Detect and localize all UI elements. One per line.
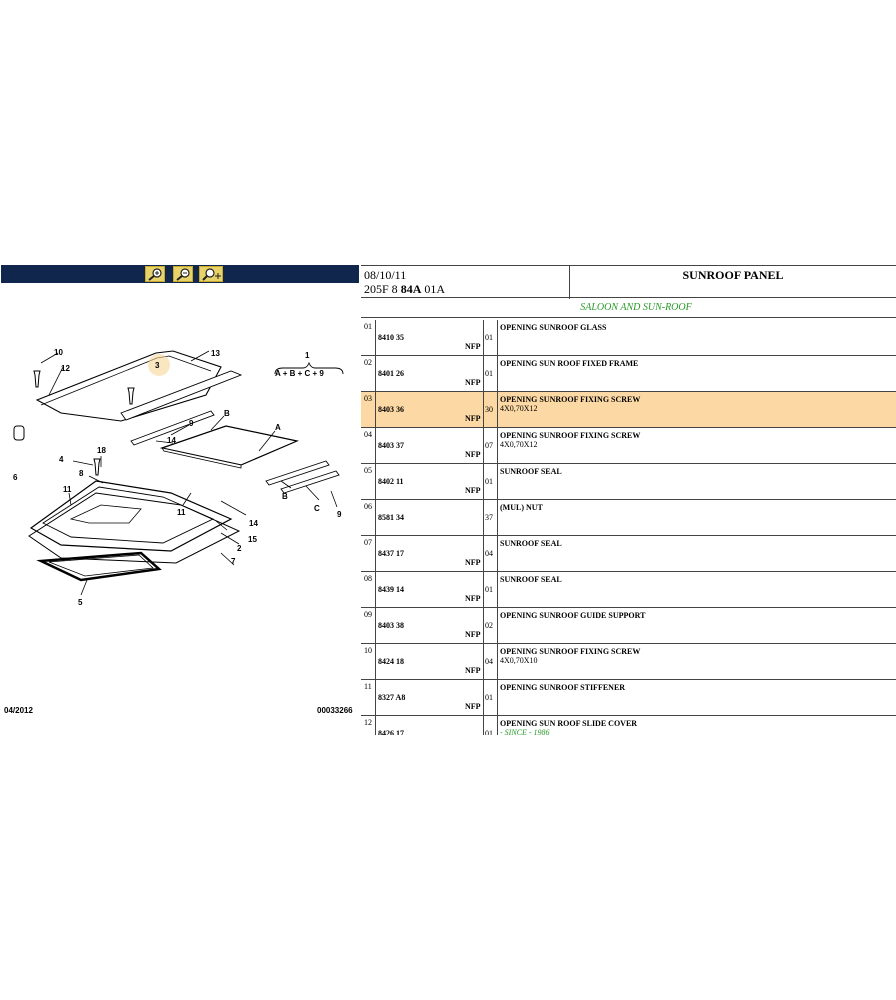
callout: 6: [13, 473, 18, 482]
quantity: 01: [485, 693, 493, 702]
part-description: (MUL) NUT: [500, 503, 543, 512]
part-description: OPENING SUN ROOF SLIDE COVER: [500, 719, 638, 728]
callout: 9: [337, 510, 342, 519]
part-description: OPENING SUNROOF GLASS: [500, 323, 607, 332]
table-row[interactable]: [361, 536, 896, 572]
part-description: OPENING SUNROOF GUIDE SUPPORT: [500, 611, 646, 620]
callout: 5: [78, 598, 83, 607]
part-description: OPENING SUNROOF STIFFENER: [500, 683, 626, 692]
part-reference[interactable]: 8439 14: [378, 585, 404, 594]
nfp-flag: NFP: [465, 702, 481, 711]
diagram-date: 04/2012: [4, 706, 33, 715]
quantity: 37: [485, 513, 493, 522]
part-reference[interactable]: 8403 36: [378, 405, 404, 414]
nut-6-shape: [14, 426, 24, 440]
callout: 13: [211, 349, 220, 358]
callout: 10: [54, 348, 63, 357]
slide-cover-shape: [71, 505, 141, 523]
callout: 3: [155, 361, 160, 370]
zoom-out-icon: [176, 268, 192, 281]
row-index: 03: [364, 394, 372, 403]
diagram-code: 00033266: [317, 706, 353, 715]
callout: 14: [249, 519, 258, 528]
part-description: OPENING SUNROOF FIXING SCREW: [500, 647, 641, 656]
part-reference[interactable]: 8403 38: [378, 621, 404, 630]
quantity: 07: [485, 441, 493, 450]
ref-prefix: 205F 8: [364, 282, 398, 296]
row-index: 01: [364, 322, 372, 331]
nfp-flag: NFP: [465, 414, 481, 423]
nfp-flag: NFP: [465, 666, 481, 675]
quantity: 01: [485, 477, 493, 486]
header-date: 08/10/11: [364, 268, 407, 282]
row-index: 12: [364, 718, 372, 727]
part-reference[interactable]: 8437 17: [378, 549, 404, 558]
callout: B: [224, 409, 230, 418]
row-index: 06: [364, 502, 372, 511]
table-row[interactable]: [361, 428, 896, 464]
nfp-flag: NFP: [465, 486, 481, 495]
table-row[interactable]: [361, 716, 896, 735]
diagram-panel: [1, 265, 359, 735]
row-index: 08: [364, 574, 372, 583]
nfp-flag: NFP: [465, 378, 481, 387]
part-reference[interactable]: 8424 18: [378, 657, 404, 666]
row-index: 09: [364, 610, 372, 619]
nfp-flag: NFP: [465, 450, 481, 459]
part-description: SUNROOF SEAL: [500, 575, 562, 584]
diagram-toolbar: [1, 265, 359, 283]
ref-bold: 84A: [400, 282, 422, 296]
row-index: 02: [364, 358, 372, 367]
zoom-fit-icon: [202, 268, 222, 281]
table-row[interactable]: [361, 464, 896, 500]
row-index: 07: [364, 538, 372, 547]
part-description: OPENING SUN ROOF FIXED FRAME: [500, 359, 639, 368]
callout: 8: [79, 469, 84, 478]
lower-frame-inner: [43, 487, 213, 543]
quantity: 01: [485, 729, 493, 735]
callout: A: [275, 423, 281, 432]
callout: 15: [248, 535, 257, 544]
callout: 14: [167, 436, 176, 445]
table-row[interactable]: [361, 572, 896, 608]
page-title: SUNROOF PANEL: [682, 268, 784, 282]
quantity: 01: [485, 369, 493, 378]
part-description: OPENING SUNROOF FIXING SCREW: [500, 395, 641, 404]
nfp-flag: NFP: [465, 342, 481, 351]
row-index: 10: [364, 646, 372, 655]
part-note: 4X0,70X10: [500, 656, 538, 665]
subtitle-row: [361, 298, 896, 318]
quantity: 04: [485, 657, 493, 666]
part-reference[interactable]: 8426 17: [378, 729, 404, 735]
nfp-flag: NFP: [465, 594, 481, 603]
row-index: 04: [364, 430, 372, 439]
quantity: 01: [485, 585, 493, 594]
callout: 4: [59, 455, 64, 464]
zoom-in-button[interactable]: [145, 266, 165, 282]
part-description: SUNROOF SEAL: [500, 539, 562, 548]
table-row[interactable]: [361, 356, 896, 392]
part-reference[interactable]: 8410 35: [378, 333, 404, 342]
row-index: 05: [364, 466, 372, 475]
table-row[interactable]: [361, 500, 896, 536]
quantity: 01: [485, 333, 493, 342]
part-reference[interactable]: 8401 26: [378, 369, 404, 378]
table-row[interactable]: [361, 320, 896, 356]
quantity: 30: [485, 405, 493, 414]
subtitle: SALOON AND SUN-ROOF: [580, 302, 692, 313]
part-note: 4X0,70X12: [500, 404, 538, 413]
nfp-flag: NFP: [465, 630, 481, 639]
exploded-parts-diagram[interactable]: [1, 283, 359, 735]
part-note: 4X0,70X12: [500, 440, 538, 449]
parts-list: [361, 320, 896, 735]
callout: 1: [305, 351, 310, 360]
ref-suffix: 01A: [424, 282, 446, 296]
zoom-out-button[interactable]: [173, 266, 193, 282]
callout: 9: [189, 419, 194, 428]
callout: 11: [63, 485, 72, 494]
nfp-flag: NFP: [465, 558, 481, 567]
screw-4-shape: [94, 459, 100, 475]
callout: 7: [231, 557, 236, 566]
header: [361, 265, 896, 298]
screw-10-shape: [34, 371, 40, 387]
callout: 18: [97, 446, 106, 455]
table-row[interactable]: [361, 608, 896, 644]
table-row-selected[interactable]: [361, 392, 896, 428]
callout: 2: [237, 544, 242, 553]
callout: B: [282, 492, 288, 501]
quantity: 04: [485, 549, 493, 558]
part-description: OPENING SUNROOF FIXING SCREW: [500, 431, 641, 440]
row-index: 11: [364, 682, 372, 691]
formula-label: A + B + C + 9: [275, 369, 324, 378]
zoom-fit-button[interactable]: [199, 266, 223, 282]
table-row[interactable]: [361, 680, 896, 716]
callout: C: [314, 504, 320, 513]
part-reference[interactable]: 8327 A8: [378, 693, 406, 702]
zoom-in-icon: [148, 268, 164, 281]
callout: 11: [177, 508, 186, 517]
part-description: SUNROOF SEAL: [500, 467, 562, 476]
part-note: - SINCE - 1986: [500, 728, 550, 735]
callout: 12: [61, 364, 70, 373]
table-row[interactable]: [361, 644, 896, 680]
quantity: 02: [485, 621, 493, 630]
parts-panel: [361, 265, 896, 735]
header-reference: [364, 282, 445, 297]
part-reference[interactable]: 8581 34: [378, 513, 404, 522]
part-reference[interactable]: 8402 11: [378, 477, 404, 486]
part-reference[interactable]: 8403 37: [378, 441, 404, 450]
